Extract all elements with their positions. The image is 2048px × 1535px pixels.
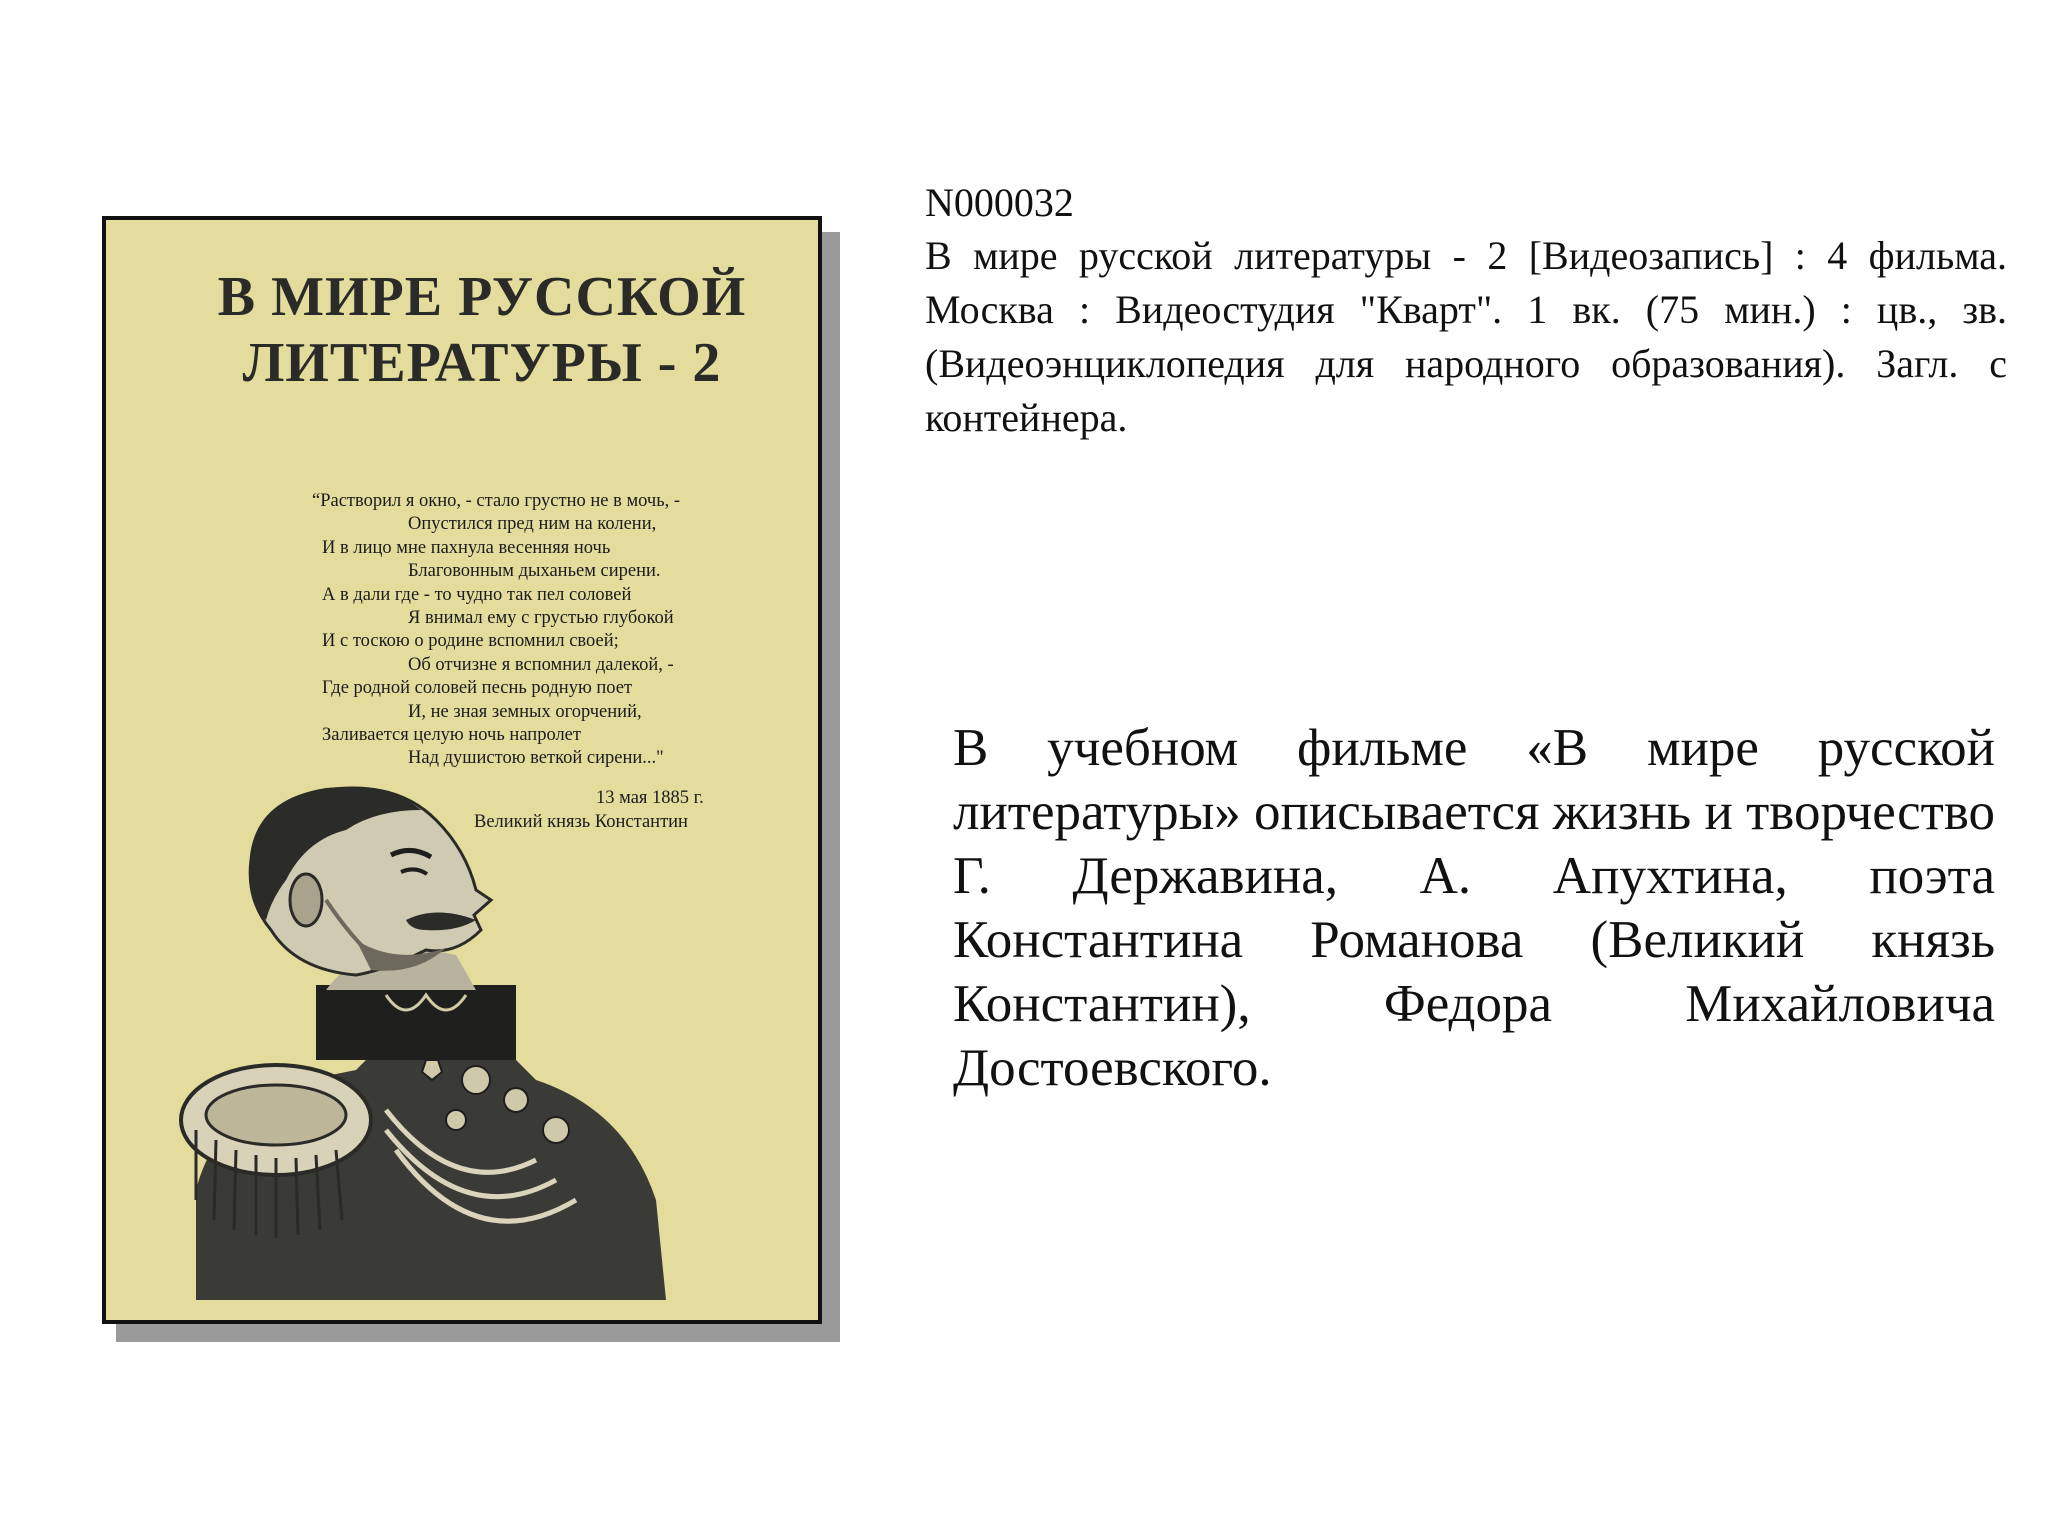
cover-title-line-2: ЛИТЕРАТУРЫ - 2 (242, 332, 722, 394)
poem-line: Опустился пред ним на колени, (408, 514, 657, 535)
video-cover (102, 216, 822, 1324)
poem-line: И в лицо мне пахнула весенняя ночь (322, 537, 611, 558)
cover-title-line-1: В МИРЕ РУССКОЙ (217, 266, 747, 328)
cover-poem (312, 490, 782, 771)
poem-line: И, не зная земных огорчений, (408, 701, 642, 722)
poem-line: Благовонным дыханьем сирени. (408, 561, 661, 582)
poem-line: Заливается целую ночь напролет (322, 725, 581, 746)
record-description: В мире русской литературы - 2 [Видеозапись] : 4 фильма. Москва : Видеостудия "Кварт". 1 вк. (75 мин.) : цв., зв. (Видеоэнциклопедия для народного образования). Загл. с контейнера. (925, 233, 2007, 440)
poem-line: И с тоскою о родине вспомнил своей; (322, 631, 619, 652)
poem-line: Об отчизне я вспомнил далекой, - (408, 654, 674, 675)
record-id: N000032 (925, 180, 1074, 225)
poem-line: А в дали где - то чудно так пел соловей (322, 584, 632, 605)
portrait-engraving (156, 780, 716, 1300)
poem-line: Я внимал ему с грустью глубокой (408, 608, 674, 629)
film-summary: В учебном фильме «В мире русской литературы» описывается жизнь и творчество Г. Державина, А. Апухтина, поэта Константина Романова (Великий князь Константин), Федора Михайловича Достоевского. (953, 719, 1995, 1097)
cover-title (106, 264, 818, 396)
poem-line: “Растворил я окно, - стало грустно не в мочь, - (312, 491, 681, 511)
poem-author: Великий князь Константин (474, 812, 688, 832)
poem-line: Где родной соловей песнь родную поет (322, 678, 633, 699)
poem-date: 13 мая 1885 г. (596, 788, 704, 808)
poem-line: Над душистою веткой сирени..." (408, 748, 664, 769)
